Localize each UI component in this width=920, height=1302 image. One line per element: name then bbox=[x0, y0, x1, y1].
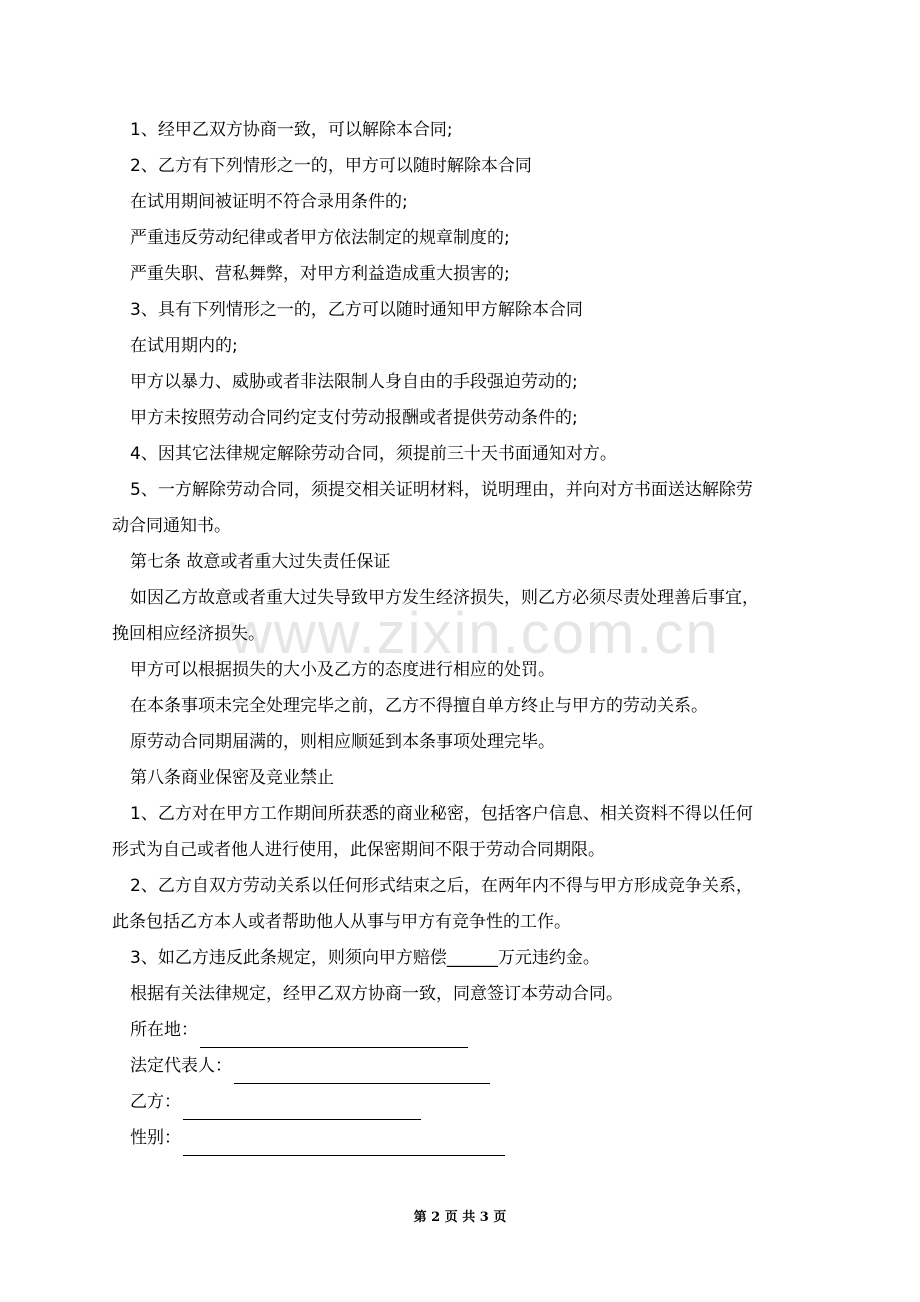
text-line: 3、具有下列情形之一的，乙方可以随时通知甲方解除本合同 bbox=[130, 300, 583, 320]
location-label: 所在地： bbox=[130, 1020, 198, 1040]
legal-rep-field bbox=[112, 1048, 812, 1084]
page-number: 第 2 页 共 3 页 bbox=[413, 1210, 507, 1225]
text-line: 甲方未按照劳动合同约定支付劳动报酬或者提供劳动条件的; bbox=[130, 408, 578, 428]
text-line: 2、乙方有下列情形之一的，甲方可以随时解除本合同 bbox=[130, 156, 532, 176]
text-line: 在试用期间被证明不符合录用条件的; bbox=[130, 192, 408, 212]
text-line: 1、乙方对在甲方工作期间所获悉的商业秘密，包括客户信息、相关资料不得以任何 bbox=[130, 804, 753, 824]
text-line: 2、乙方自双方劳动关系以任何形式结束之后，在两年内不得与甲方形成竞争关系， bbox=[130, 876, 753, 896]
text-line: 在试用期内的; bbox=[130, 336, 238, 356]
text-line: 1、经甲乙双方协商一致，可以解除本合同; bbox=[130, 120, 453, 140]
party-b-blank[interactable] bbox=[183, 1097, 421, 1120]
text-line: 甲方以暴力、威胁或者非法限制人身自由的手段强迫劳动的; bbox=[130, 372, 578, 392]
watermark: www.zixin.com.cn bbox=[230, 601, 720, 666]
text-line: 3、如乙方违反此条规定，则须向甲方赔偿______万元违约金。 bbox=[130, 948, 600, 968]
text-line: 严重违反劳动纪律或者甲方依法制定的规章制度的; bbox=[130, 228, 510, 248]
text-line: 原劳动合同期届满的，则相应顺延到本条事项处理完毕。 bbox=[130, 732, 555, 752]
legal-rep-label: 法定代表人： bbox=[130, 1056, 232, 1076]
text-line: 5、一方解除劳动合同，须提交相关证明材料，说明理由，并向对方书面送达解除劳 bbox=[130, 480, 753, 500]
text-line: 如因乙方故意或者重大过失导致甲方发生经济损失，则乙方必须尽责处理善后事宜， bbox=[130, 588, 759, 608]
text-line: 动合同通知书。 bbox=[112, 516, 231, 536]
text-line: 根据有关法律规定，经甲乙双方协商一致，同意签订本劳动合同。 bbox=[130, 984, 623, 1004]
gender-blank[interactable] bbox=[183, 1133, 505, 1156]
text-line: 此条包括乙方本人或者帮助他人从事与甲方有竞争性的工作。 bbox=[112, 912, 571, 932]
party-b-field bbox=[112, 1084, 812, 1120]
text-line: 在本条事项未完全处理完毕之前，乙方不得擅自单方终止与甲方的劳动关系。 bbox=[130, 696, 708, 716]
location-field bbox=[112, 1012, 812, 1048]
text-line: 4、因其它法律规定解除劳动合同，须提前三十天书面通知对方。 bbox=[130, 444, 617, 464]
contract-body bbox=[112, 112, 812, 1156]
gender-label: 性别： bbox=[130, 1128, 181, 1148]
text-line: 严重失职、营私舞弊，对甲方利益造成重大损害的; bbox=[130, 264, 510, 284]
text-line: 甲方可以根据损失的大小及乙方的态度进行相应的处罚。 bbox=[130, 660, 555, 680]
gender-field bbox=[112, 1120, 812, 1156]
section-heading: 第七条 故意或者重大过失责任保证 bbox=[130, 552, 391, 572]
party-b-label: 乙方： bbox=[130, 1092, 181, 1112]
location-blank[interactable] bbox=[200, 1025, 468, 1048]
section-heading: 第八条商业保密及竞业禁止 bbox=[130, 768, 334, 788]
legal-rep-blank[interactable] bbox=[234, 1061, 490, 1084]
text-line: 形式为自己或者他人进行使用，此保密期间不限于劳动合同期限。 bbox=[112, 840, 605, 860]
text-line: 挽回相应经济损失。 bbox=[112, 624, 265, 644]
